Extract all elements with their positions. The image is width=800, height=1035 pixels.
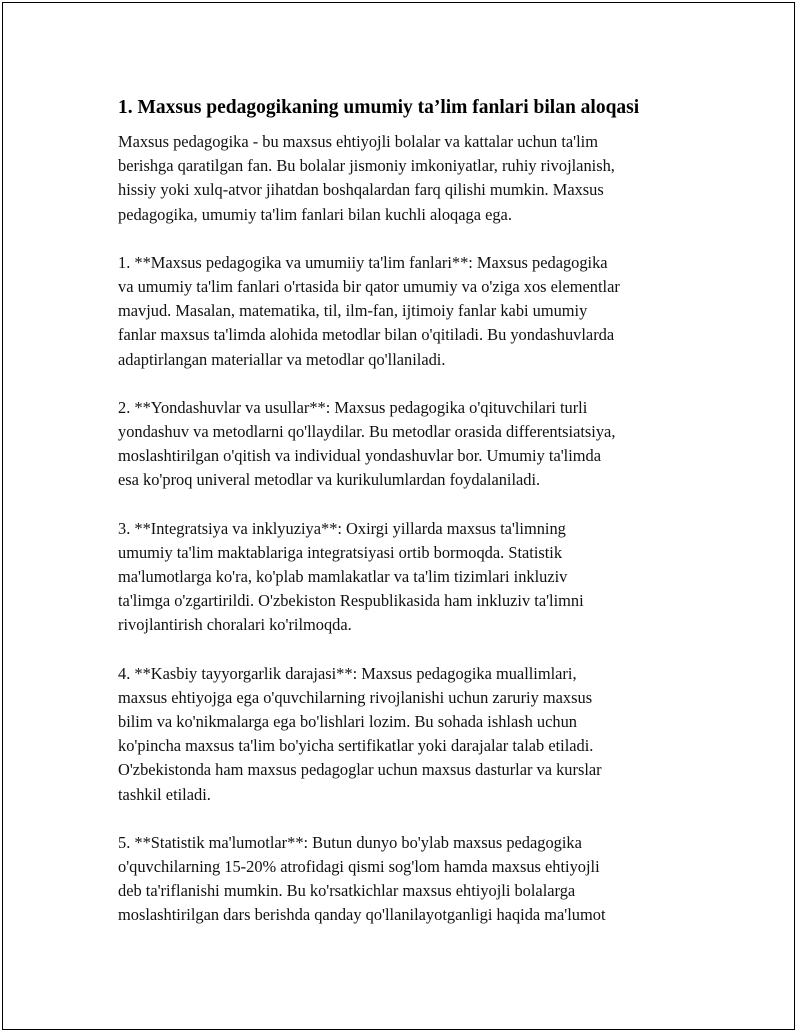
text-line: berishga qaratilgan fan. Bu bolalar jismoniy imkoniyatlar, ruhiy rivojlanish, bbox=[118, 156, 615, 176]
point-3-paragraph bbox=[118, 517, 718, 638]
text-line: deb ta'riflanishi mumkin. Bu ko'rsatkichlar maxsus ehtiyojli bolalarga bbox=[118, 881, 576, 901]
text-line: esa ko'proq univeral metodlar va kurikulumlardan foydalaniladi. bbox=[118, 470, 541, 490]
text-line: umumiy ta'lim maktablariga integratsiyasi ortib bormoqda. Statistik bbox=[118, 542, 563, 562]
point-2-paragraph bbox=[118, 396, 718, 493]
text-line: moslashtirilgan o'qitish va individual yondashuvlar bor. Umumiy ta'limda bbox=[118, 446, 602, 466]
text-line: ma'lumotlarga ko'ra, ko'plab mamlakatlar va ta'lim tizimlari inkluziv bbox=[118, 567, 568, 587]
text-line: hissiy yoki xulq-atvor jihatdan boshqalardan farq qilishi mumkin. Maxsus bbox=[118, 180, 604, 200]
text-line: ta'limga o'zgartirildi. O'zbekiston Respublikasida ham inkluziv ta'limni bbox=[118, 591, 584, 611]
text-line: maxsus ehtiyojga ega o'quvchilarning rivojlanishi uchun zaruriy maxsus bbox=[118, 687, 593, 707]
text-line: yondashuv va metodlarni qo'llaydilar. Bu metodlar orasida differentsiatsiya, bbox=[118, 422, 616, 442]
section-title: 1. Maxsus pedagogikaning umumiy ta’lim fanlari bilan aloqasi bbox=[118, 97, 640, 118]
text-line: o'quvchilarning 15-20% atrofidagi qismi sog'lom hamda maxsus ehtiyojli bbox=[118, 857, 600, 877]
intro-paragraph bbox=[118, 130, 718, 227]
text-line: 1. **Maxsus pedagogika va umumiiy ta'lim fanlari**: Maxsus pedagogika bbox=[118, 252, 608, 272]
text-line: mavjud. Masalan, matematika, til, ilm-fan, ijtimoiy fanlar kabi umumiy bbox=[118, 301, 588, 321]
point-1-paragraph bbox=[118, 251, 718, 372]
text-line: adaptirlangan materiallar va metodlar qo'llaniladi. bbox=[118, 349, 446, 369]
text-line: bilim va ko'nikmalarga ega bo'lishlari lozim. Bu sohada ishlash uchun bbox=[118, 712, 577, 732]
text-line: moslashtirilgan dars berishda qanday qo'llanilayotganligi haqida ma'lumot bbox=[118, 905, 606, 925]
point-4-paragraph bbox=[118, 662, 718, 807]
text-line: tashkil etiladi. bbox=[118, 784, 211, 804]
text-line: pedagogika, umumiy ta'lim fanlari bilan kuchli aloqaga ega. bbox=[118, 204, 512, 224]
text-line: ko'pincha maxsus ta'lim bo'yicha sertifikatlar yoki darajalar talab etiladi. bbox=[118, 736, 594, 756]
text-line: rivojlantirish choralari ko'rilmoqda. bbox=[118, 615, 352, 635]
text-line: fanlar maxsus ta'limda alohida metodlar bilan o'qitiladi. Bu yondashuvlarda bbox=[118, 325, 615, 345]
text-line: 5. **Statistik ma'lumotlar**: Butun dunyo bo'ylab maxsus pedagogika bbox=[118, 832, 582, 852]
text-line: 3. **Integratsiya va inklyuziya**: Oxirgi yillarda maxsus ta'limning bbox=[118, 518, 566, 538]
text-line: 2. **Yondashuvlar va usullar**: Maxsus pedagogika o'qituvchilari turli bbox=[118, 397, 588, 417]
text-line: O'zbekistonda ham maxsus pedagoglar uchun maxsus dasturlar va kurslar bbox=[118, 760, 602, 780]
text-line: 4. **Kasbiy tayyorgarlik darajasi**: Maxsus pedagogika muallimlari, bbox=[118, 663, 577, 683]
text-line: Maxsus pedagogika - bu maxsus ehtiyojli bolalar va kattalar uchun ta'lim bbox=[118, 132, 598, 151]
point-5-paragraph bbox=[118, 831, 718, 928]
document-body bbox=[118, 95, 718, 928]
text-line: va umumiy ta'lim fanlari o'rtasida bir qator umumiy va o'ziga xos elementlar bbox=[118, 277, 620, 297]
